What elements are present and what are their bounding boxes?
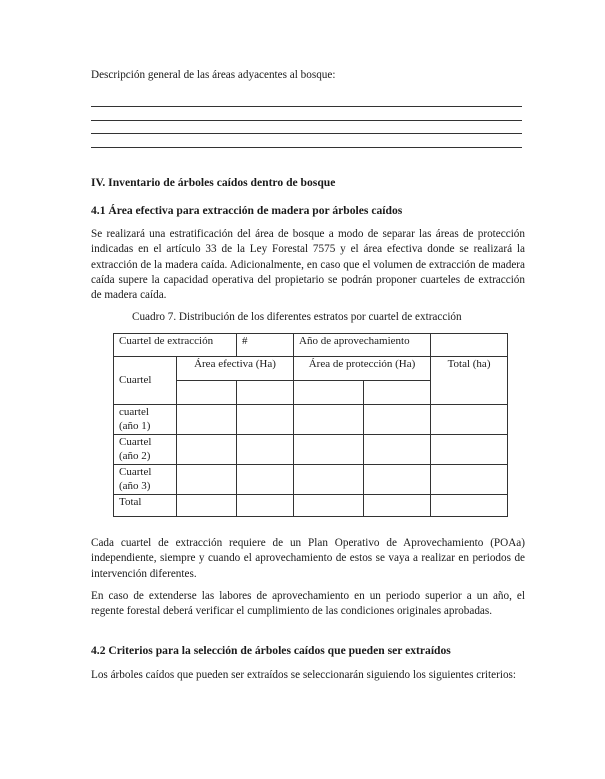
blank-line: [91, 147, 522, 148]
table-row: [114, 465, 508, 495]
regente-paragraph: En caso de extenderse las labores de aprovechamiento en un periodo superior a un año, el regente forestal deberá verificar el cumplimiento de las condiciones originales aprobadas.: [91, 590, 525, 618]
table-cell: [431, 405, 508, 435]
table-cell: [177, 465, 237, 495]
table-cell: [364, 495, 431, 517]
table-cell: [431, 435, 508, 465]
row-label: Total: [114, 495, 177, 517]
row-label: Cuartel (año 3): [114, 465, 177, 495]
table-cell: [294, 435, 364, 465]
table-row: [114, 435, 508, 465]
table-cell: [177, 435, 237, 465]
section-iv-heading: IV. Inventario de árboles caídos dentro de bosque: [91, 176, 336, 189]
table-cell: [294, 405, 364, 435]
table-cell: [431, 465, 508, 495]
section-4-1-paragraph: Se realizará una estratificación del área de bosque a modo de separar las áreas de protección indicadas en el artículo 33 de la Ley Forestal 7575 y el área efectiva donde se realizará la extracción de la madera caída. Adicionalmente, en caso que el volumen de extracción de madera caída supere la capacidad operativa del propietario se podrán proponer cuarteles de extracción de madera caída.: [91, 228, 525, 302]
section-4-2-heading: 4.2 Criterios para la selección de árboles caídos que pueden ser extraídos: [91, 644, 451, 657]
poaa-paragraph: Cada cuartel de extracción requiere de un Plan Operativo de Aprovechamiento (POAa) independiente, siempre y cuando el aprovechamiento de estos se vaya a realizar en periodos de intervención diferentes.: [91, 537, 525, 580]
table-cell: [177, 495, 237, 517]
table-cell: [177, 381, 237, 405]
header-area-proteccion: Área de protección (Ha): [294, 357, 431, 381]
header-cuartel-extraccion: Cuartel de extracción: [114, 334, 237, 357]
table-cell: [237, 405, 294, 435]
table-cell: [294, 381, 364, 405]
table-cell: [431, 495, 508, 517]
table-cell: [237, 435, 294, 465]
table-cell: [294, 465, 364, 495]
table-caption: Cuadro 7. Distribución de los diferentes estratos por cuartel de extracción: [132, 311, 462, 323]
header-empty-cell: [431, 334, 508, 357]
header-total: Total (ha): [431, 357, 508, 405]
table-cell: [177, 405, 237, 435]
blank-line: [91, 120, 522, 121]
blank-line: [91, 106, 522, 107]
table-cell: [237, 465, 294, 495]
header-anio-aprovechamiento: Año de aprovechamiento: [294, 334, 431, 357]
table-cell: [364, 465, 431, 495]
table-row: [114, 495, 508, 517]
table-cell: [364, 381, 431, 405]
section-4-1-heading: 4.1 Área efectiva para extracción de madera por árboles caídos: [91, 204, 403, 217]
adjacent-areas-label: Descripción general de las áreas adyacentes al bosque:: [91, 69, 336, 81]
header-area-efectiva: Área efectiva (Ha): [177, 357, 294, 381]
table-cell: [237, 495, 294, 517]
table-cell: [294, 495, 364, 517]
row-label: cuartel (año 1): [114, 405, 177, 435]
section-4-2-paragraph: Los árboles caídos que pueden ser extraídos se seleccionarán siguiendo los siguientes criterios:: [91, 669, 516, 681]
cuadro-7-table: [113, 333, 508, 517]
header-number: #: [237, 334, 294, 357]
table-cell: [237, 381, 294, 405]
table-cell: [364, 405, 431, 435]
blank-line: [91, 133, 522, 134]
table-cell: [364, 435, 431, 465]
header-cuartel: Cuartel: [114, 357, 177, 405]
table-row: [114, 405, 508, 435]
row-label: Cuartel (año 2): [114, 435, 177, 465]
